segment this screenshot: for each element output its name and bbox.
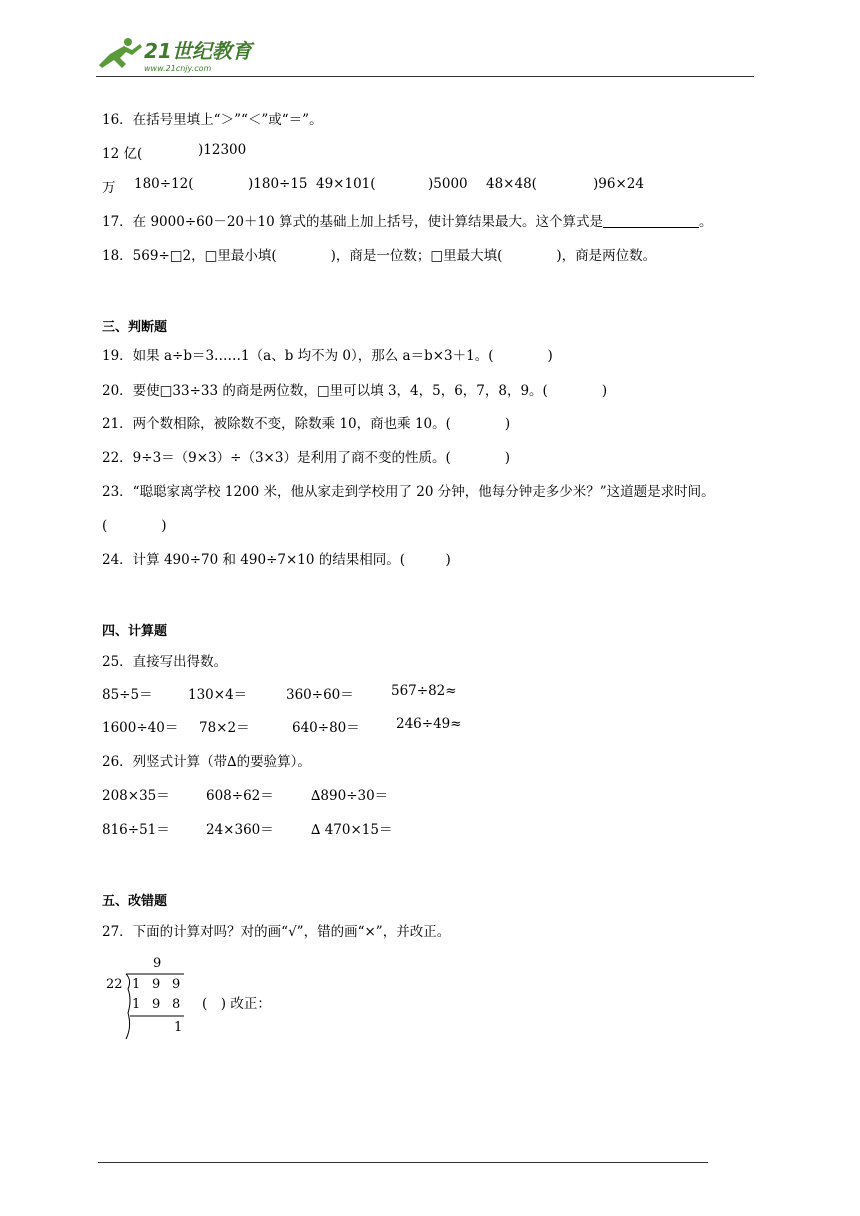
q16-item-a-left: 12 亿( <box>102 146 143 162</box>
section-5-title: 五、改错题 <box>102 894 168 909</box>
dividend-digit-2: 9 <box>152 977 161 992</box>
footer-rule <box>98 1162 708 1163</box>
q16-item-b-left: 180÷12( <box>134 176 194 192</box>
q26-r1-c3: ∆890÷30＝ <box>311 788 389 804</box>
q16-item-b-right: )180÷15 <box>248 176 308 192</box>
q25-r2-c2: 78×2＝ <box>199 720 250 736</box>
product-digit-2: 9 <box>152 997 161 1012</box>
q20: 20．要使□33÷33 的商是两位数，□里可以填 3，4，5，6，7，8，9。( ) <box>102 383 608 399</box>
dividend-digit-1: 1 <box>132 977 141 992</box>
q16-line2-prefix: 万 <box>102 180 116 196</box>
q27-answer: ( ) 改正： <box>202 996 271 1012</box>
q16-item-d-right: )96×24 <box>593 176 644 192</box>
q26-r2-c2: 24×360＝ <box>206 822 274 838</box>
section-4-title: 四、计算题 <box>102 624 168 639</box>
q25-r1-c4: 567÷82≈ <box>391 683 457 699</box>
section-3-title: 三、判断题 <box>102 320 168 335</box>
header-logo <box>96 34 266 78</box>
long-division-figure <box>104 955 194 1045</box>
q25-r2-c4: 246÷49≈ <box>396 716 462 732</box>
q17-stem: 17．在 9000÷60－20＋10 算式的基础上加上括号，使计算结果最大。这个算式是 <box>102 214 603 230</box>
q25-r1-c2: 130×4＝ <box>188 687 248 703</box>
quotient-digit: 9 <box>153 956 162 971</box>
q17-end: 。 <box>698 214 713 230</box>
q16-item-c-left: 49×101( <box>316 176 376 192</box>
remainder: 1 <box>174 1020 183 1035</box>
logo-text: 21世纪教育 <box>144 39 252 63</box>
q26-r1-c1: 208×35＝ <box>102 788 170 804</box>
q18: 18．569÷□2，□里最小填( )，商是一位数；□里最大填( )，商是两位数。 <box>102 248 657 264</box>
q19: 19．如果 a÷b＝3……1（a、b 均不为 0），那么 a＝b×3＋1。( ) <box>102 348 553 364</box>
q24: 24．计算 490÷70 和 490÷7×10 的结果相同。( ) <box>102 552 451 568</box>
q26-r2-c1: 816÷51＝ <box>102 822 170 838</box>
q26-r1-c2: 608÷62＝ <box>206 788 274 804</box>
q16-item-a-right: )12300 <box>198 142 247 158</box>
q17 <box>102 210 712 230</box>
q25-stem: 25．直接写出得数。 <box>102 654 228 670</box>
q16-stem: 16．在括号里填上“＞”“＜”或“＝”。 <box>102 112 323 128</box>
logo-url: www.21cnjy.com <box>144 64 212 73</box>
dividend-digit-3: 9 <box>172 977 181 992</box>
q26-r2-c3: ∆ 470×15＝ <box>311 822 393 838</box>
q21: 21．两个数相除，被除数不变，除数乘 10，商也乘 10。( ) <box>102 416 511 432</box>
q25-r1-c1: 85÷5＝ <box>102 687 153 703</box>
q23-bracket: ( ) <box>102 518 167 534</box>
divisor: 22 <box>106 977 123 992</box>
header-rule <box>96 76 754 77</box>
q26-stem: 26．列竖式计算（带∆的要验算）。 <box>102 754 311 770</box>
q25-r2-c3: 640÷80＝ <box>292 720 360 736</box>
q27-stem: 27．下面的计算对吗？对的画“√”，错的画“×”，并改正。 <box>102 924 451 940</box>
q25-r2-c1: 1600÷40＝ <box>102 720 179 736</box>
q25-r1-c3: 360÷60＝ <box>286 687 354 703</box>
q16-item-c-right: )5000 <box>428 176 468 192</box>
product-digit-1: 1 <box>132 997 141 1012</box>
product-digit-3: 8 <box>172 997 181 1012</box>
q22: 22．9÷3＝（9×3）÷（3×3）是利用了商不变的性质。( ) <box>102 450 510 466</box>
q17-answer-blank[interactable] <box>603 213 699 228</box>
q16-item-d-left: 48×48( <box>486 176 537 192</box>
q23: 23．“聪聪家离学校 1200 米，他从家走到学校用了 20 分钟，他每分钟走多少米？”这道题是求时间。 <box>102 484 715 500</box>
